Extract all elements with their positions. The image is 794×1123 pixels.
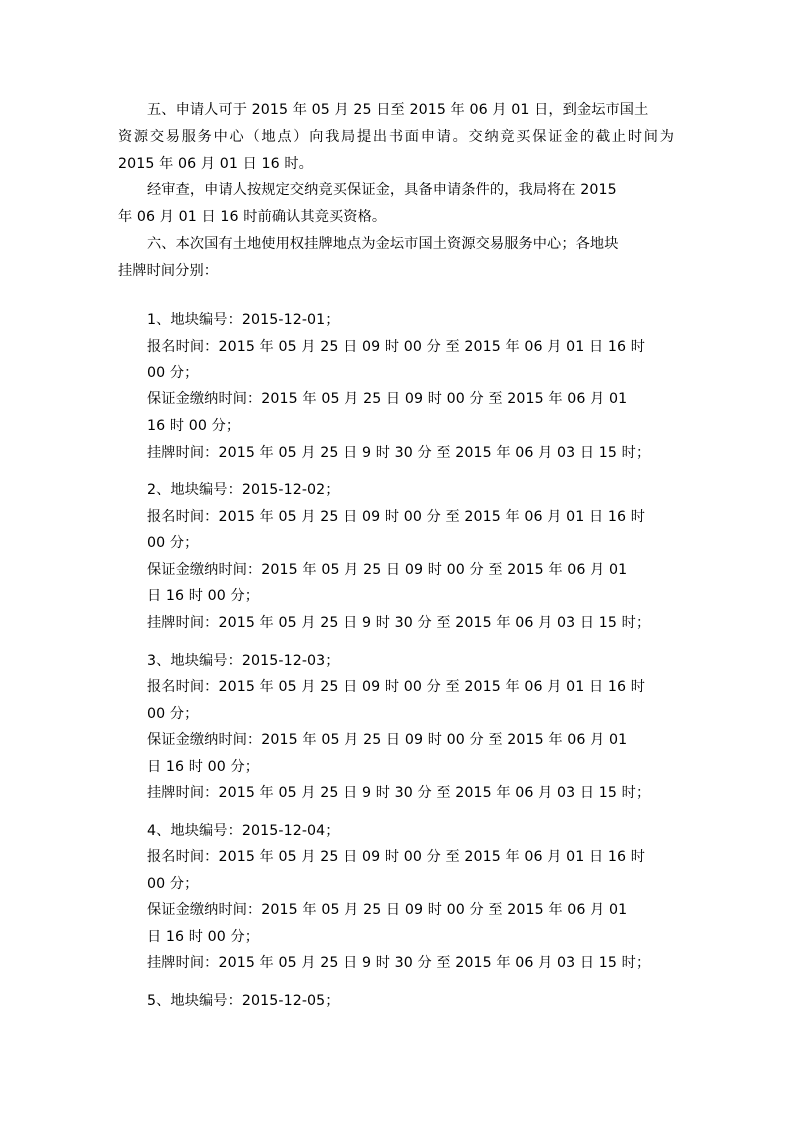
plot-4-deposit-time: 保证金缴纳时间：2015 年 05 月 25 日 09 时 00 分 至 2015 年 06 月 01 bbox=[147, 902, 628, 918]
plot-2-deposit-time-cont: 日 16 时 00 分； bbox=[147, 588, 260, 604]
plot-2-deposit-time: 保证金缴纳时间：2015 年 05 月 25 日 09 时 00 分 至 2015 年 06 月 01 bbox=[147, 562, 628, 578]
paragraph-five-line-2: 资源交易服务中心（地点）向我局提出书面申请。交纳竞买保证金的截止时间为 bbox=[118, 129, 674, 145]
plot-4-listing-time: 挂牌时间：2015 年 05 月 25 日 9 时 30 分 至 2015 年 06 月 03 日 15 时； bbox=[147, 955, 651, 971]
paragraph-six-line-2: 挂牌时间分别： bbox=[118, 263, 219, 279]
plot-4-deposit-time-cont: 日 16 时 00 分； bbox=[147, 929, 260, 945]
plot-3-registration-time: 报名时间：2015 年 05 月 25 日 09 时 00 分 至 2015 年 06 月 01 日 16 时 bbox=[147, 679, 646, 695]
plot-3-deposit-time: 保证金缴纳时间：2015 年 05 月 25 日 09 时 00 分 至 2015 年 06 月 01 bbox=[147, 732, 628, 748]
plot-4-heading: 4、地块编号：2015-12-04； bbox=[147, 823, 340, 839]
plot-5-heading: 5、地块编号：2015-12-05； bbox=[147, 993, 340, 1009]
plot-2-listing-time: 挂牌时间：2015 年 05 月 25 日 9 时 30 分 至 2015 年 06 月 03 日 15 时； bbox=[147, 615, 651, 631]
plot-3-listing-time: 挂牌时间：2015 年 05 月 25 日 9 时 30 分 至 2015 年 06 月 03 日 15 时； bbox=[147, 785, 651, 801]
plot-4-registration-time-cont: 00 分； bbox=[147, 876, 199, 892]
plot-4-registration-time: 报名时间：2015 年 05 月 25 日 09 时 00 分 至 2015 年 06 月 01 日 16 时 bbox=[147, 849, 646, 865]
plot-3-registration-time-cont: 00 分； bbox=[147, 706, 199, 722]
paragraph-five-line-1: 五、申请人可于 2015 年 05 月 25 日至 2015 年 06 月 01 日，到金坛市国土 bbox=[147, 102, 649, 118]
review-paragraph-line-1: 经审查，申请人按规定交纳竞买保证金，具备申请条件的，我局将在 2015 bbox=[147, 182, 617, 198]
paragraph-six-line-1: 六、本次国有土地使用权挂牌地点为金坛市国土资源交易服务中心；各地块 bbox=[147, 236, 619, 252]
plot-1-deposit-time-cont: 16 时 00 分； bbox=[147, 418, 241, 434]
plot-2-heading: 2、地块编号：2015-12-02； bbox=[147, 482, 340, 498]
plot-1-deposit-time: 保证金缴纳时间：2015 年 05 月 25 日 09 时 00 分 至 2015 年 06 月 01 bbox=[147, 391, 628, 407]
plot-1-registration-time-cont: 00 分； bbox=[147, 365, 199, 381]
plot-3-deposit-time-cont: 日 16 时 00 分； bbox=[147, 759, 260, 775]
plot-1-listing-time: 挂牌时间：2015 年 05 月 25 日 9 时 30 分 至 2015 年 06 月 03 日 15 时； bbox=[147, 445, 651, 461]
plot-1-registration-time: 报名时间：2015 年 05 月 25 日 09 时 00 分 至 2015 年 06 月 01 日 16 时 bbox=[147, 339, 646, 355]
plot-3-heading: 3、地块编号：2015-12-03； bbox=[147, 653, 340, 669]
plot-1-heading: 1、地块编号：2015-12-01； bbox=[147, 312, 340, 328]
plot-2-registration-time: 报名时间：2015 年 05 月 25 日 09 时 00 分 至 2015 年 06 月 01 日 16 时 bbox=[147, 509, 646, 525]
plot-2-registration-time-cont: 00 分； bbox=[147, 535, 199, 551]
paragraph-five-line-3: 2015 年 06 月 01 日 16 时。 bbox=[118, 156, 313, 172]
review-paragraph-line-2: 年 06 月 01 日 16 时前确认其竞买资格。 bbox=[118, 209, 387, 225]
